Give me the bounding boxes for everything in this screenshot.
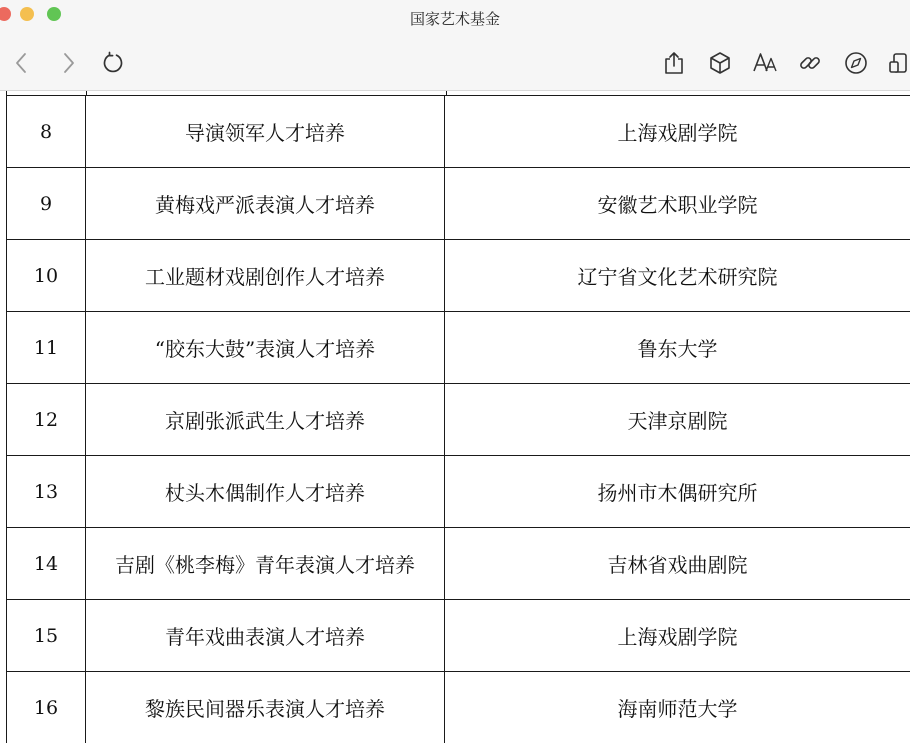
text-size-icon (752, 50, 778, 76)
organization-name: 吉林省戏曲剧院 (444, 528, 910, 600)
organization-name: 海南师范大学 (444, 672, 910, 743)
organization-name: 上海戏剧学院 (444, 96, 910, 168)
table-row (7, 240, 910, 312)
row-number: 9 (7, 168, 86, 240)
project-name: 工业题材戏剧创作人才培养 (86, 240, 445, 312)
row-number: 14 (7, 528, 86, 600)
back-button[interactable] (9, 50, 35, 76)
project-name: 导演领军人才培养 (86, 96, 445, 168)
forward-button[interactable] (55, 50, 81, 76)
text-size-button[interactable] (752, 50, 778, 76)
table-row (7, 672, 910, 743)
chevron-right-icon (55, 50, 81, 76)
project-name: 黎族民间器乐表演人才培养 (86, 672, 445, 743)
table-row (7, 168, 910, 240)
window-title: 国家艺术基金 (409, 10, 500, 28)
project-name: 吉剧《桃李梅》青年表演人才培养 (86, 528, 445, 600)
share-button[interactable] (661, 50, 687, 76)
table-row (7, 312, 910, 384)
row-number: 12 (7, 384, 86, 456)
row-number: 15 (7, 600, 86, 672)
table-row (7, 456, 910, 528)
project-name: 京剧张派武生人才培养 (86, 384, 445, 456)
link-icon (797, 50, 823, 76)
device-icon (886, 50, 910, 76)
chevron-left-icon (9, 50, 35, 76)
table-row (7, 384, 910, 456)
page-content (0, 91, 910, 743)
row-number: 8 (7, 96, 86, 168)
organization-name: 扬州市木偶研究所 (444, 456, 910, 528)
project-name: 青年戏曲表演人才培养 (86, 600, 445, 672)
row-number: 13 (7, 456, 86, 528)
organization-name: 辽宁省文化艺术研究院 (444, 240, 910, 312)
cube-icon (707, 50, 733, 76)
organization-name: 上海戏剧学院 (444, 600, 910, 672)
title-bar (0, 0, 910, 36)
compass-icon (843, 50, 869, 76)
table-row (7, 528, 910, 600)
toolbar (0, 36, 910, 91)
reload-icon (100, 50, 126, 76)
link-button[interactable] (797, 50, 823, 76)
organization-name: 天津京剧院 (444, 384, 910, 456)
reload-button[interactable] (100, 50, 126, 76)
row-number: 10 (7, 240, 86, 312)
3d-box-button[interactable] (707, 50, 733, 76)
organization-name: 安徽艺术职业学院 (444, 168, 910, 240)
table-row (7, 96, 910, 168)
project-name: “胶东大鼓”表演人才培养 (86, 312, 445, 384)
project-table (6, 95, 910, 743)
table-row (7, 600, 910, 672)
row-number: 11 (7, 312, 86, 384)
share-icon (661, 50, 687, 76)
project-name: 黄梅戏严派表演人才培养 (86, 168, 445, 240)
organization-name: 鲁东大学 (444, 312, 910, 384)
project-name: 杖头木偶制作人才培养 (86, 456, 445, 528)
row-number: 16 (7, 672, 86, 743)
compass-button[interactable] (843, 50, 869, 76)
device-button[interactable] (886, 50, 910, 76)
